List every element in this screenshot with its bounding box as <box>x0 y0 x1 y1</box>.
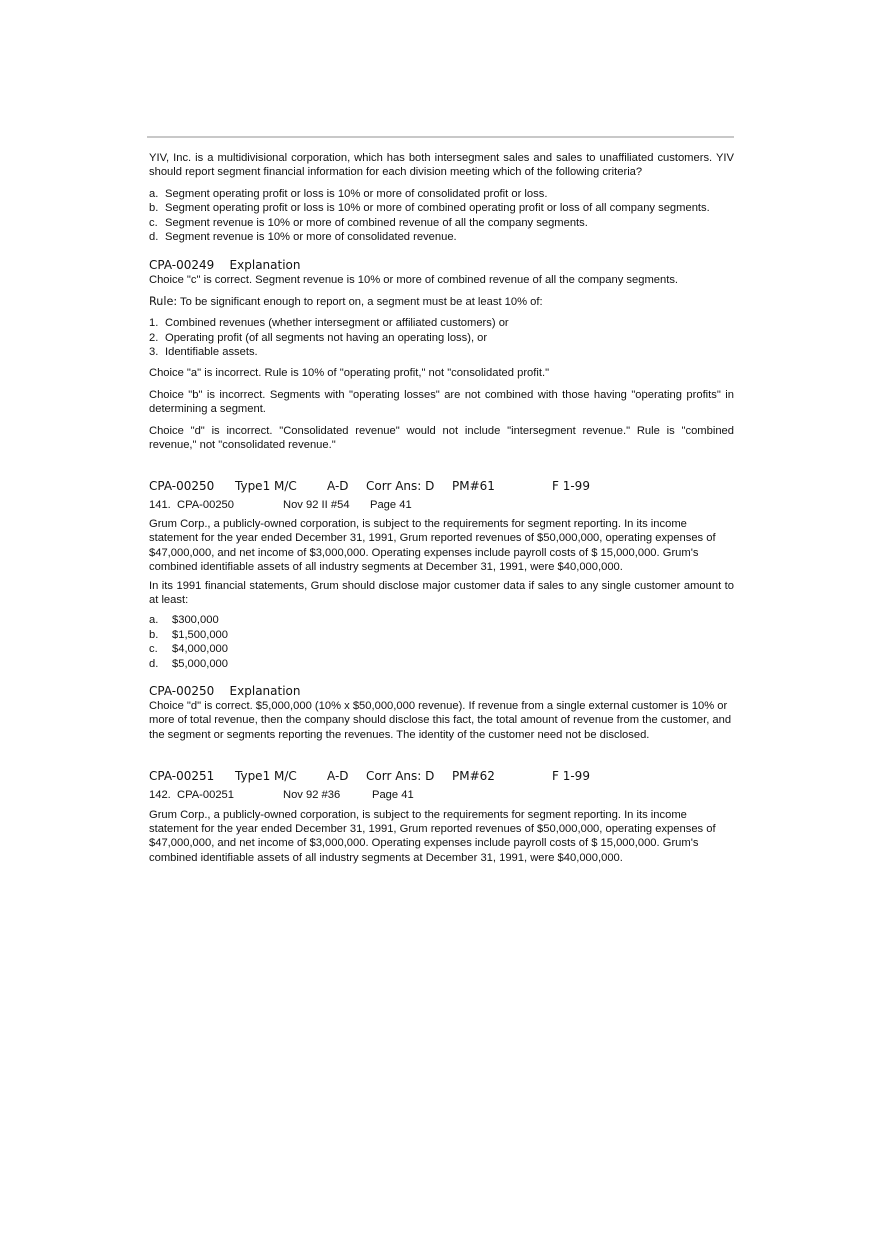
q2-subheader: 141. CPA-00250 Nov 92 II #54 Page 41 <box>149 498 412 511</box>
q1-option-b: b. Segment operating profit or loss is 10% or more of combined operating profit or loss of all company segments. <box>149 202 710 215</box>
q1-option-c: c. Segment revenue is 10% or more of combined revenue of all the company segments. <box>149 216 588 229</box>
q1-rule-item-1: 1. Combined revenues (whether intersegment or affiliated customers) or <box>149 317 509 330</box>
q2-option-d: d. $5,000,000 <box>149 657 228 670</box>
q2-option-a: a. $300,000 <box>149 614 219 627</box>
q2-explanation: Choice "d" is correct. $5,000,000 (10% x $50,000,000 revenue). If revenue from a single external customer is 10% or more of total revenue, then the company should disclose this fact, the total amount of revenue from the customer, and the segment or segments reporting the revenues. The identity of the customer need not be disclosed. <box>149 699 732 741</box>
q1-option-d: d. Segment revenue is 10% or more of consolidated revenue. <box>149 231 457 244</box>
q1-incorrect-d: Choice "d" is incorrect. "Consolidated revenue" would not include "intersegment revenue." Rule is "combined revenue," not "consolidated revenue." <box>149 424 734 452</box>
q1-rule-item-3: 3. Identifiable assets. <box>149 346 258 359</box>
q1-incorrect-a: Choice "a" is incorrect. Rule is 10% of "operating profit," not "consolidated profit." <box>149 367 550 380</box>
rule-label: Rule: <box>149 294 178 308</box>
q1-incorrect-b: Choice "b" is incorrect. Segments with "operating losses" are not combined with those having "operating profits" in determining a segment. <box>149 388 734 416</box>
q1-option-a: a. Segment operating profit or loss is 10% or more of consolidated profit or loss. <box>149 187 548 200</box>
q2-stem: Grum Corp., a publicly-owned corporation, is subject to the requirements for segment reporting. In its income statement for the year ended December 31, 1991, Grum reported revenues of $50,000,000, operating expenses of $47,000,000, and net income of $3,000,000. Operating expenses include payroll costs of $ 15,000,000. Grum's combined identifiable assets of all industry segments at December 31, 1991, were $40,000,000. <box>149 517 716 574</box>
header-divider <box>147 136 734 138</box>
q3-stem: Grum Corp., a publicly-owned corporation, is subject to the requirements for segment reporting. In its income statement for the year ended December 31, 1991, Grum reported revenues of $50,000,000, operating expenses of $47,000,000, and net income of $3,000,000. Operating expenses include payroll costs of $ 15,000,000. Grum's combined identifiable assets of all industry segments at December 31, 1991, were $40,000,000. <box>149 808 716 864</box>
q2-header: CPA-00250 Type1 M/C A-D Corr Ans: D PM#61 F 1-99 <box>149 478 590 493</box>
q3-subheader: 142. CPA-00251 Nov 92 #36 Page 41 <box>149 789 414 802</box>
q1-correct-text: Choice "c" is correct. Segment revenue is 10% or more of combined revenue of all the company segments. <box>149 274 679 287</box>
q3-header: CPA-00251 Type1 M/C A-D Corr Ans: D PM#62 F 1-99 <box>149 769 590 784</box>
q1-rule-item-2: 2. Operating profit (of all segments not having an operating loss), or <box>149 331 488 344</box>
document-body <box>149 151 734 865</box>
q2-explanation-heading: CPA-00250 Explanation <box>149 683 301 698</box>
q2-option-b: b. $1,500,000 <box>149 628 228 641</box>
q1-stem: YIV, Inc. is a multidivisional corporation, which has both intersegment sales and sales to unaffiliated customers. YIV should report segment financial information for each division meeting which of the following criteria? <box>149 152 734 179</box>
q2-question: In its 1991 financial statements, Grum should disclose major customer data if sales to any single customer amount to at least: <box>149 579 734 606</box>
q1-rule: Rule: To be significant enough to report on, a segment must be at least 10% of: <box>149 294 543 308</box>
q1-explanation-heading: CPA-00249 Explanation <box>149 258 301 273</box>
q2-option-c: c. $4,000,000 <box>149 643 228 656</box>
